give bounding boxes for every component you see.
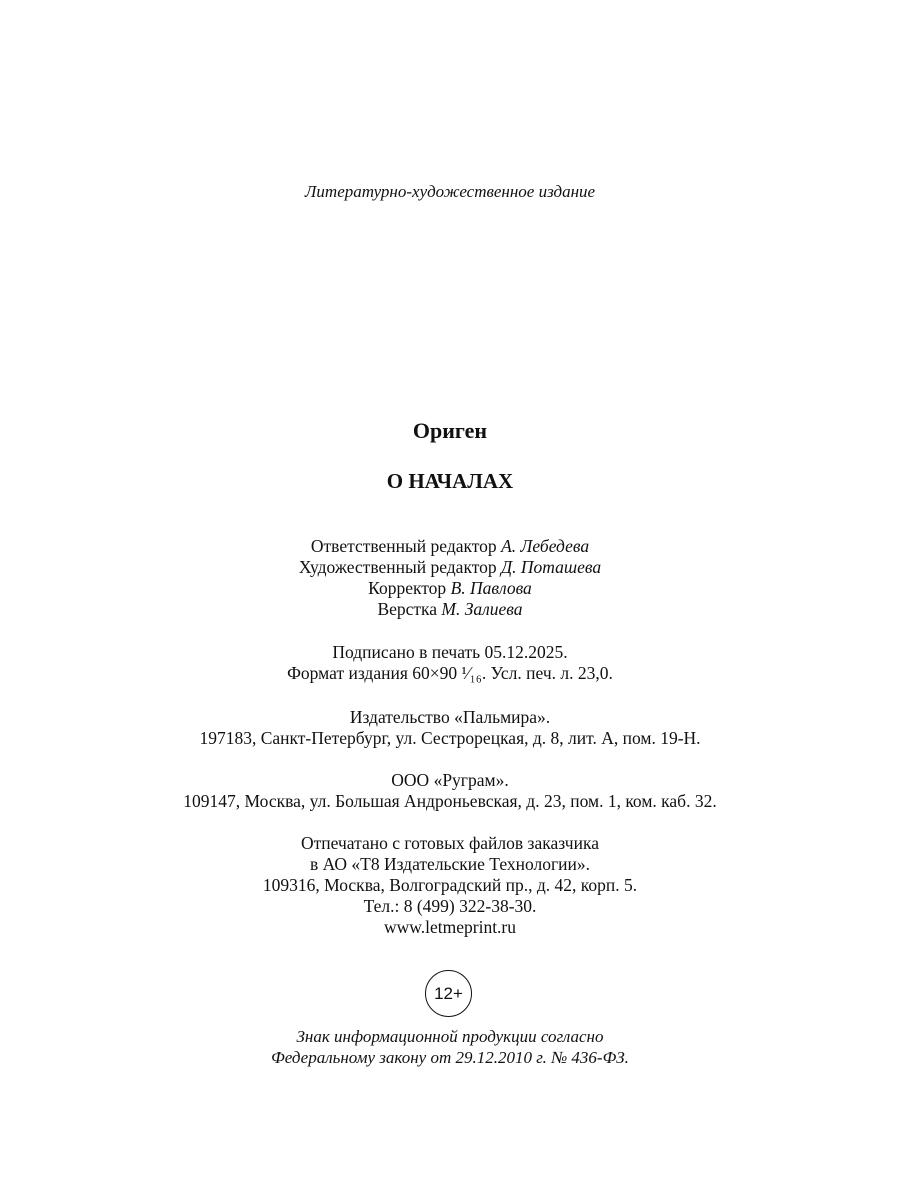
author-name <box>0 418 900 444</box>
printer-address: 109316, Москва, Волгоградский пр., д. 42, корп. 5. <box>262 875 638 895</box>
age-rating-text: 12+ <box>434 983 463 1003</box>
credit-line <box>0 536 900 557</box>
credit-line <box>0 578 900 599</box>
credit-role: Корректор <box>368 578 447 598</box>
edition-type-text: Литературно-художественное издание <box>304 182 596 201</box>
credit-person: М. Залиева <box>441 599 523 619</box>
print-info-block <box>0 642 900 684</box>
credit-line <box>0 599 900 620</box>
credit-role: Ответственный редактор <box>310 536 497 556</box>
credit-line <box>0 557 900 578</box>
printer-website: www.letmeprint.ru <box>383 917 517 937</box>
credits-block <box>0 536 900 620</box>
age-rating-badge <box>425 970 472 1017</box>
credit-person: Д. Поташева <box>501 557 602 577</box>
signed-to-print: Подписано в печать 05.12.2025. <box>332 642 568 662</box>
printer-phone: Тел.: 8 (499) 322-38-30. <box>363 896 537 916</box>
credit-person: В. Павлова <box>450 578 532 598</box>
publisher-name: Издательство «Пальмира». <box>349 707 551 727</box>
law-note-line: Знак информационной продукции согласно <box>296 1027 604 1046</box>
organization-address: 109147, Москва, ул. Большая Андроньевская, д. 23, пом. 1, ком. каб. 32. <box>183 791 717 811</box>
book-title-text: О НАЧАЛАХ <box>386 469 514 493</box>
edition-format: Формат издания 60×90 ¹⁄₁₆. Усл. печ. л. 23,0. <box>287 663 613 683</box>
law-note-block <box>0 1026 900 1068</box>
printer-block <box>0 833 900 938</box>
credit-role: Верстка <box>377 599 438 619</box>
author-text: Ориген <box>412 418 488 443</box>
credit-person: А. Лебедева <box>501 536 590 556</box>
book-title <box>0 468 900 494</box>
credit-role: Художественный редактор <box>298 557 497 577</box>
law-note-line: Федеральному закону от 29.12.2010 г. № 436-ФЗ. <box>271 1048 629 1067</box>
printer-line: Отпечатано с готовых файлов заказчика <box>301 833 599 853</box>
organization-block <box>0 770 900 812</box>
edition-type <box>0 181 900 203</box>
publisher-block <box>0 707 900 749</box>
publisher-address: 197183, Санкт-Петербург, ул. Сестрорецкая, д. 8, лит. А, пом. 19-Н. <box>199 728 701 748</box>
organization-name: ООО «Руграм». <box>391 770 509 790</box>
printer-line: в АО «Т8 Издательские Технологии». <box>309 854 591 874</box>
